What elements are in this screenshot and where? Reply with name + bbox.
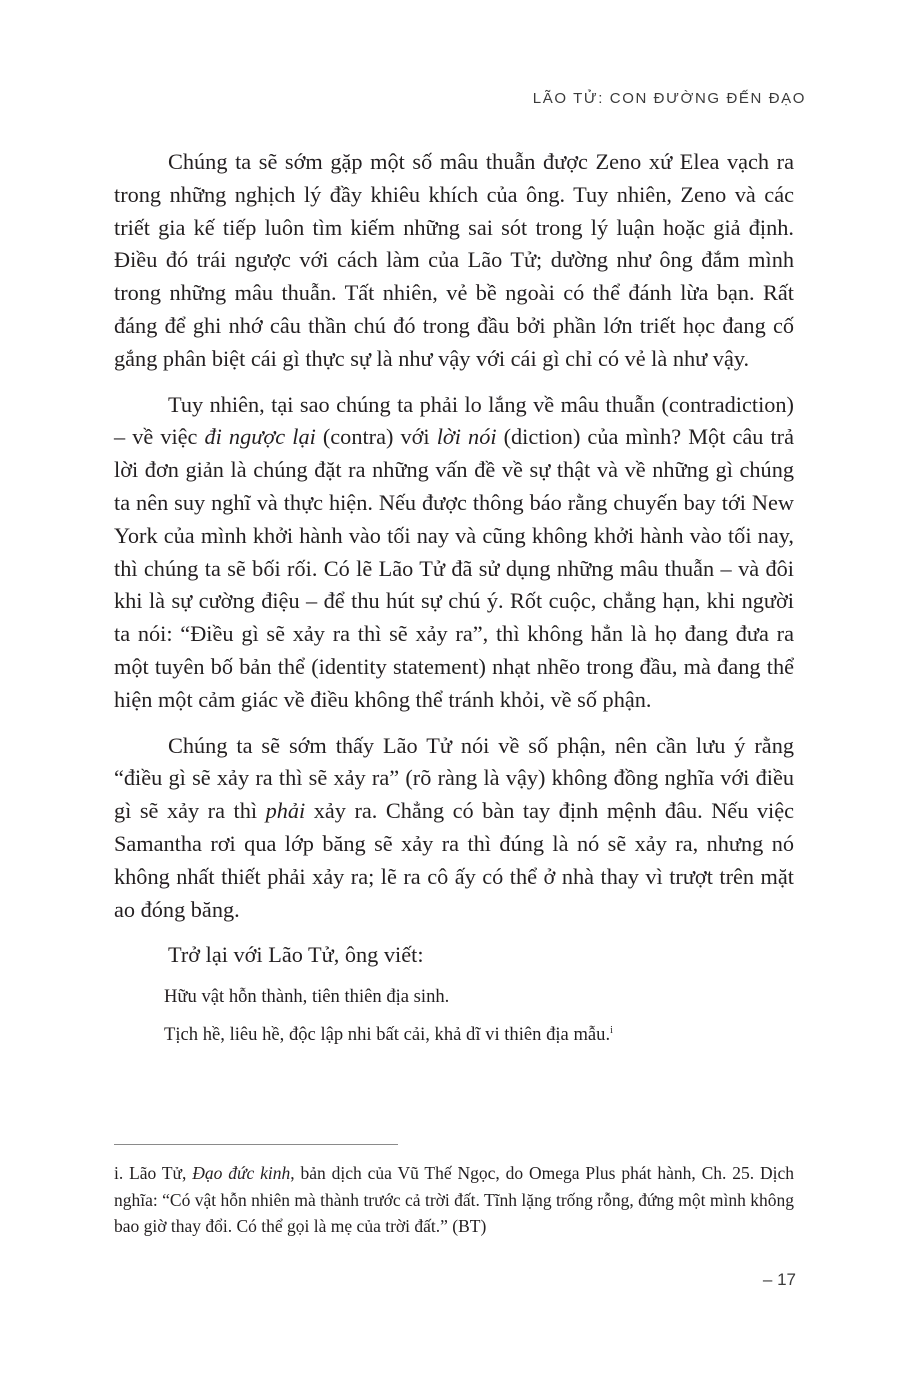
footnote-text-c: , bản dịch của Vũ Thế Ngọc, do Omega Plus phát hành, Ch. 25. Dịch nghĩa: “Có vật hỗn nhiên mà thành trước cả trời đất. Tĩnh lặng trống rỗng, đứng một mình không bao giờ thay đổi. Có thể gọi là mẹ của trời đất.” (BT) — [114, 1163, 794, 1236]
paragraph-3-italic: phải — [265, 798, 306, 824]
paragraph-2-italic-2: lời nói — [436, 424, 497, 450]
paragraph-2 — [114, 389, 794, 717]
paragraph-4: Trở lại với Lão Tử, ông viết: — [168, 942, 424, 968]
paragraph-3 — [114, 730, 794, 927]
paragraph-2-text-c: (contra) với — [315, 424, 437, 450]
paragraph-2-italic-1: đi ngược lại — [204, 424, 316, 450]
paragraph-2-text-e: (diction) của mình? Một câu trả lời đơn giản là chúng đặt ra những vấn đề về sự thật và về những gì chúng ta nên suy nghĩ và thực hiện. Nếu được thông báo rằng chuyến bay tới New York của mình khởi hành vào tối nay và cũng không khởi hành vào tối nay, thì chúng ta sẽ bối rối. Có lẽ Lão Tử đã sử dụng những mâu thuẫn – và đôi khi là sự cường điệu – để thu hút sự chú ý. Rốt cuộc, chẳng hạn, khi người ta nói: “Điều gì sẽ xảy ra thì sẽ xảy ra”, thì không hẳn là họ đang đưa ra một tuyên bố bản thể (identity statement) nhạt nhẽo trong đầu, mà đang thể hiện một cảm giác về điều không thể tránh khỏi, về số phận. — [114, 424, 794, 712]
quote-line-1: Hữu vật hỗn thành, tiên thiên địa sinh. — [164, 986, 450, 1008]
paragraph-3-text-a: Chúng ta sẽ sớm thấy Lão Tử nói về số phận, nên cần lưu ý rằng “điều gì sẽ xảy ra thì sẽ xảy ra” (rõ ràng là vậy) không đồng nghĩa với điều gì sẽ xảy ra thì — [114, 732, 794, 824]
footnote — [114, 1160, 794, 1240]
footnote-divider — [114, 1144, 398, 1145]
quote-line-2-text: Tịch hề, liêu hề, độc lập nhi bất cải, khả dĩ vi thiên địa mẫu. — [164, 1024, 611, 1046]
body-text — [114, 146, 794, 1047]
paragraph-1: Chúng ta sẽ sớm gặp một số mâu thuẫn được Zeno xứ Elea vạch ra trong những nghịch lý đầy khiêu khích của ông. Tuy nhiên, Zeno và các triết gia kế tiếp luôn tìm kiếm những sai sót trong lý luận hoặc giả định. Điều đó trái ngược với cách làm của Lão Tử; dường như ông đắm mình trong những mâu thuẫn. Tất nhiên, vẻ bề ngoài có thể đánh lừa bạn. Rất đáng để ghi nhớ câu thần chú đó trong đầu bởi phần lớn triết học đang cố gắng phân biệt cái gì thực sự là như vậy với cái gì chỉ có vẻ là như vậy. — [114, 149, 794, 371]
footnote-book-title: Đạo đức kinh — [192, 1163, 291, 1183]
quote-line-2 — [114, 1023, 794, 1047]
footnote-text-a: i. Lão Tử, — [114, 1163, 193, 1183]
page-number: – 17 — [762, 1270, 796, 1289]
paragraph-2-text-a: Tuy nhiên, tại sao chúng ta phải lo lắng về mâu thuẫn (contradiction) – về việc — [114, 391, 794, 450]
footnote-marker: i — [610, 1024, 613, 1036]
paragraph-3-text-c: xảy ra. Chẳng có bàn tay định mệnh đâu. Nếu việc Samantha rơi qua lớp băng sẽ xảy ra thì đúng là nó sẽ xảy ra, nhưng nó không nhất thiết phải xảy ra; lẽ ra cô ấy có thể ở nhà thay vì trượt trên mặt ao đóng băng. — [114, 798, 794, 922]
running-header: LÃO TỬ: CON ĐƯỜNG ĐẾN ĐẠO — [532, 90, 806, 107]
